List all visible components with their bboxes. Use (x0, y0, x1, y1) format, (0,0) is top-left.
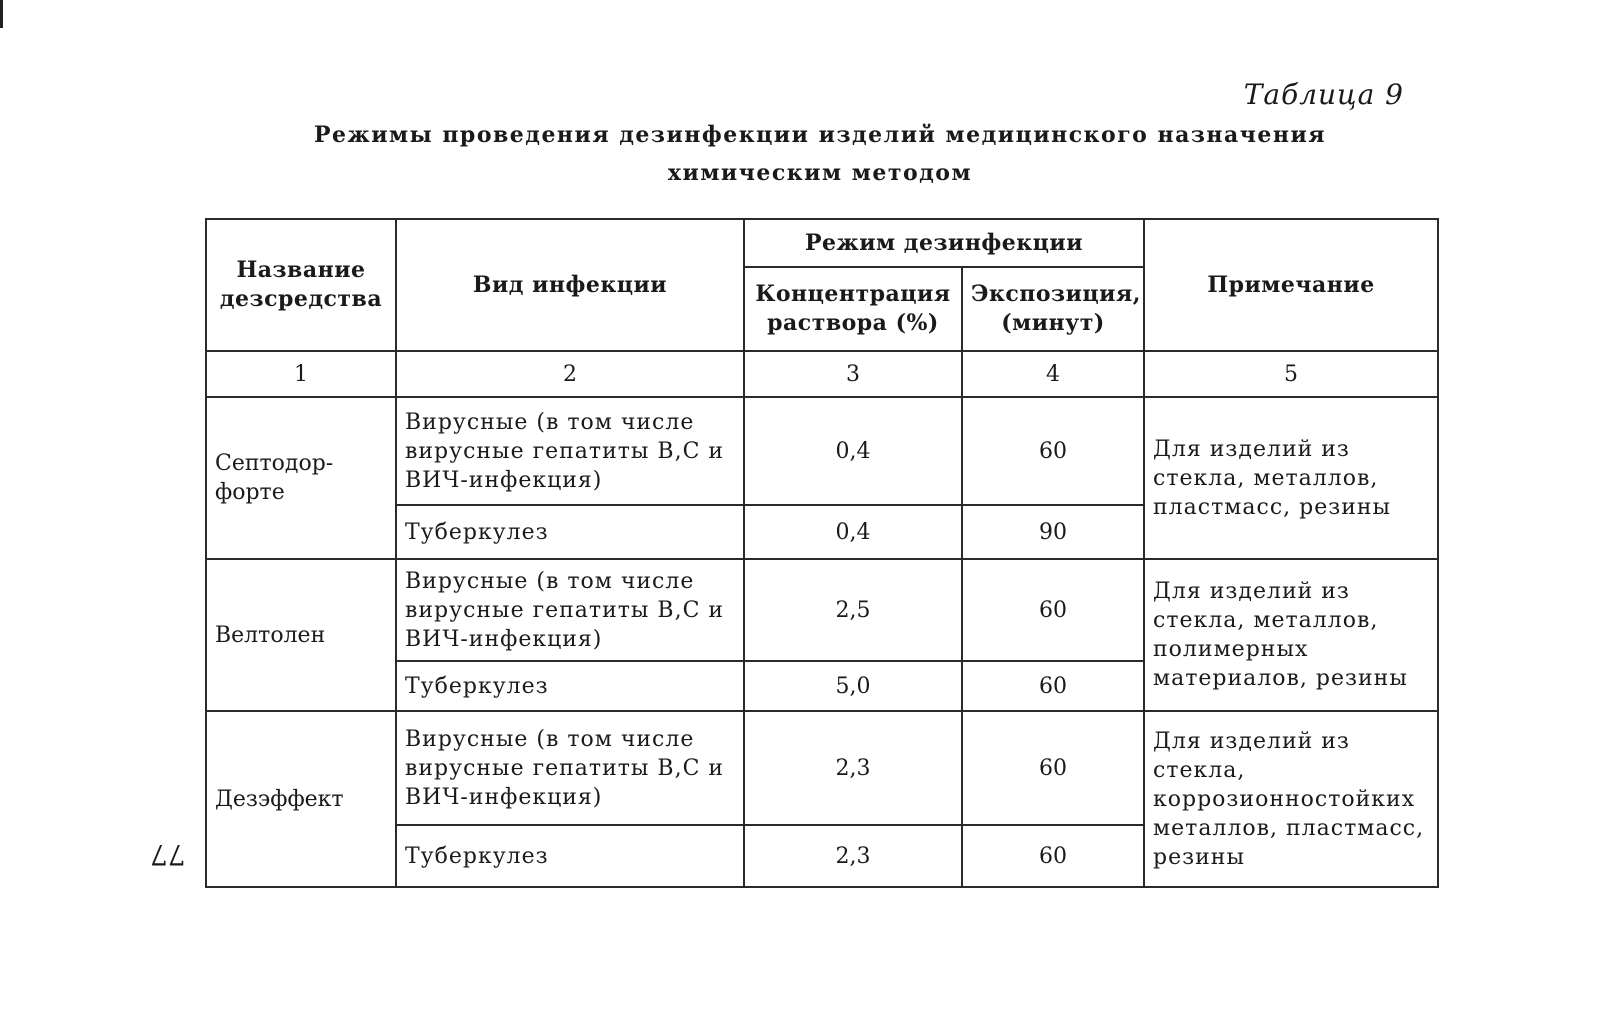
exposure-value: 60 (962, 397, 1144, 505)
column-number: 5 (1144, 351, 1438, 397)
table-row (206, 559, 1438, 661)
infection-type: Вирусные (в том числе вирусные гепатиты В,С и ВИЧ-инфекция) (396, 559, 744, 661)
header-name: Название дезсредства (206, 219, 396, 351)
note-text: Для изделий из стекла, металлов, полимерных материалов, резины (1144, 559, 1438, 711)
disinfectant-name: Дезэффект (206, 711, 396, 887)
table-row (206, 397, 1438, 505)
column-number: 2 (396, 351, 744, 397)
header-infection: Вид инфекции (396, 219, 744, 351)
table-row (206, 711, 1438, 825)
concentration-value: 5,0 (744, 661, 962, 711)
concentration-value: 2,5 (744, 559, 962, 661)
note-text: Для изделий из стекла, металлов, пластмасс, резины (1144, 397, 1438, 559)
header-concentration: Концентрация раствора (%) (744, 267, 962, 351)
exposure-value: 60 (962, 661, 1144, 711)
concentration-value: 0,4 (744, 397, 962, 505)
infection-type: Вирусные (в том числе вирусные гепатиты В,С и ВИЧ-инфекция) (396, 397, 744, 505)
infection-type: Туберкулез (396, 505, 744, 559)
concentration-value: 2,3 (744, 711, 962, 825)
disinfection-regimes-table (205, 218, 1439, 888)
exposure-value: 60 (962, 711, 1144, 825)
disinfectant-name: Велтолен (206, 559, 396, 711)
concentration-value: 0,4 (744, 505, 962, 559)
exposure-value: 90 (962, 505, 1144, 559)
column-number: 3 (744, 351, 962, 397)
header-regime: Режим дезинфекции (744, 219, 1144, 267)
column-number: 4 (962, 351, 1144, 397)
table-title: Режимы проведения дезинфекции изделий медицинского назначения химическим методом (313, 122, 1327, 186)
disinfectant-name: Септодор-форте (206, 397, 396, 559)
header-exposure: Экспозиция, (минут) (962, 267, 1144, 351)
header-note: Примечание (1144, 219, 1438, 351)
column-number-row (206, 351, 1438, 397)
page-number: 77 (150, 838, 186, 871)
infection-type: Туберкулез (396, 825, 744, 887)
column-number: 1 (206, 351, 396, 397)
concentration-value: 2,3 (744, 825, 962, 887)
infection-type: Туберкулез (396, 661, 744, 711)
exposure-value: 60 (962, 559, 1144, 661)
note-text: Для изделий из стекла, коррозионностойких металлов, пластмасс, резины (1144, 711, 1438, 887)
table-caption: Таблица 9 (1243, 78, 1404, 111)
exposure-value: 60 (962, 825, 1144, 887)
scan-edge-mark (0, 0, 3, 28)
infection-type: Вирусные (в том числе вирусные гепатиты В,С и ВИЧ-инфекция) (396, 711, 744, 825)
